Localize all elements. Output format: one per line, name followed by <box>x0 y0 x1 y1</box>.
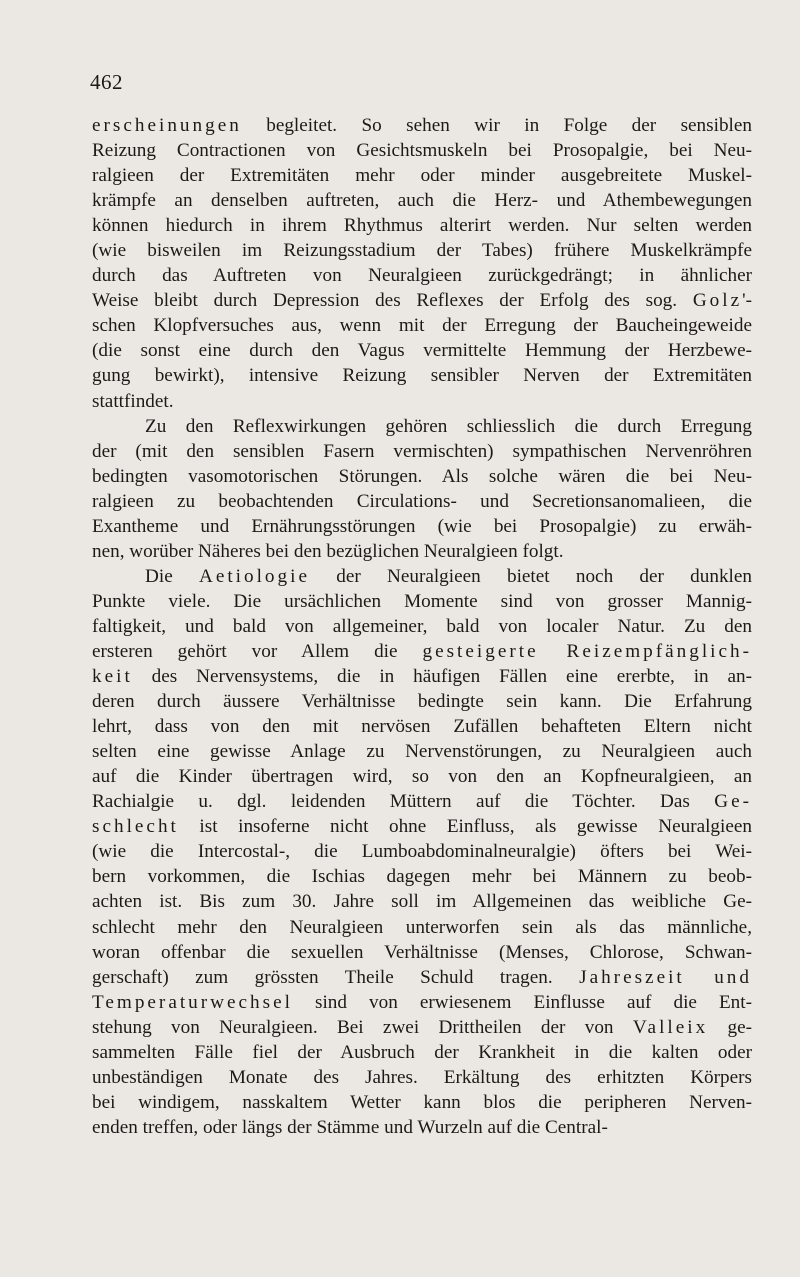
spaced-emphasis-text: keit <box>92 666 133 688</box>
text-segment: bei windigem, nasskaltem Wetter kann blos die peripheren Nerven- <box>92 1091 752 1113</box>
text-line <box>92 213 752 238</box>
text-line <box>92 1065 752 1090</box>
text-segment: des Nervensystems, die in häufigen Fällen eine ererbte, in an- <box>132 666 752 688</box>
text-segment: Punkte viele. Die ursächlichen Momente sind von grosser Mannig- <box>92 590 752 612</box>
text-segment: (wie die Intercostal-, die Lumboabdominalneuralgie) öfters bei Wei- <box>92 841 752 863</box>
text-segment: Weise bleibt durch Depression des Reflexes der Erfolg des sog. <box>92 290 693 312</box>
text-segment: Rachialgie u. dgl. leidenden Müttern auf die Töchter. Das <box>92 791 715 813</box>
spaced-emphasis-text: Jahreszeit und <box>579 966 752 988</box>
text-segment: Reizung Contractionen von Gesichtsmuskeln bei Prosopalgie, bei Neu- <box>92 140 752 162</box>
text-line <box>92 564 752 589</box>
text-line <box>92 764 752 789</box>
text-segment: sammelten Fälle fiel der Ausbruch der Krankheit in die kalten oder <box>92 1041 752 1063</box>
text-line <box>92 414 752 439</box>
text-line <box>92 313 752 338</box>
text-segment: ge- <box>708 1016 753 1038</box>
text-segment: schlecht mehr den Neuralgieen unterworfen sein als das männliche, <box>92 916 752 938</box>
text-segment: (die sonst eine durch den Vagus vermittelte Hemmung der Herzbewe- <box>92 340 752 362</box>
text-segment: der Neuralgieen bietet noch der dunklen <box>309 565 752 587</box>
text-segment: gerschaft) zum grössten Theile Schuld tragen. <box>92 966 580 988</box>
text-segment: '- <box>742 290 752 312</box>
text-segment: bern vorkommen, die Ischias dagegen mehr bei Männern zu beob- <box>92 866 752 888</box>
text-segment: enden treffen, oder längs der Stämme und Wurzeln auf die Central- <box>92 1116 608 1138</box>
text-segment: bedingten vasomotorischen Störungen. Als solche wären die bei Neu- <box>92 465 752 487</box>
text-segment: achten ist. Bis zum 30. Jahre soll im Allgemeinen das weibliche Ge- <box>92 891 752 913</box>
text-line <box>92 363 752 388</box>
text-line <box>92 1090 752 1115</box>
text-line <box>92 889 752 914</box>
spaced-emphasis-text: schlecht <box>92 816 179 838</box>
text-line <box>92 1040 752 1065</box>
text-line <box>92 714 752 739</box>
text-line <box>92 163 752 188</box>
text-line <box>92 614 752 639</box>
text-line <box>92 864 752 889</box>
text-segment: der (mit den sensiblen Fasern vermischten) sympathischen Nervenröhren <box>92 440 752 462</box>
text-line <box>92 464 752 489</box>
text-segment: deren durch äussere Verhältnisse bedingte sein kann. Die Erfahrung <box>92 691 752 713</box>
text-line <box>92 639 752 664</box>
text-segment: Die <box>145 565 199 587</box>
body-text <box>92 113 752 1140</box>
spaced-emphasis-text: Temperaturwechsel <box>92 991 293 1013</box>
text-line <box>92 188 752 213</box>
text-line <box>92 589 752 614</box>
text-line <box>92 990 752 1015</box>
spaced-emphasis-text: Golz <box>692 290 743 312</box>
text-segment: unbeständigen Monate des Jahres. Erkältung des erhitzten Körpers <box>92 1066 752 1088</box>
text-segment: faltigkeit, und bald von allgemeiner, bald von localer Natur. Zu den <box>92 615 752 637</box>
text-line <box>92 664 752 689</box>
text-segment: stehung von Neuralgieen. Bei zwei Drittheilen der von <box>92 1016 633 1038</box>
paragraph <box>92 113 752 414</box>
text-segment: Exantheme und Ernährungsstörungen (wie bei Prosopalgie) zu erwäh- <box>92 515 752 537</box>
spaced-emphasis-text: Aetiologie <box>198 565 310 587</box>
text-line <box>92 739 752 764</box>
text-segment: gung bewirkt), intensive Reizung sensibler Nerven der Extremitäten <box>92 365 752 387</box>
paragraph <box>92 564 752 1140</box>
text-line <box>92 389 752 414</box>
text-line <box>92 113 752 138</box>
text-segment: begleitet. So sehen wir in Folge der sensiblen <box>241 115 752 136</box>
text-line <box>92 689 752 714</box>
text-segment: ralgieen der Extremitäten mehr oder minder ausgebreitete Muskel- <box>92 165 752 187</box>
text-line <box>92 489 752 514</box>
text-segment: woran offenbar die sexuellen Verhältnisse (Menses, Chlorose, Schwan- <box>92 941 752 963</box>
page-number: 462 <box>90 70 123 94</box>
text-segment: krämpfe an denselben auftreten, auch die Herz- und Athembewegungen <box>92 190 752 212</box>
spaced-emphasis-text: Ge- <box>714 791 752 813</box>
text-segment: ist insoferne nicht ohne Einfluss, als gewisse Neuralgieen <box>178 816 752 838</box>
text-segment: können hiedurch in ihrem Rhythmus alterirt werden. Nur selten werden <box>92 215 752 237</box>
text-line <box>92 539 752 564</box>
text-line <box>92 238 752 263</box>
text-line <box>92 138 752 163</box>
text-line <box>92 940 752 965</box>
text-line <box>92 338 752 363</box>
text-line <box>92 288 752 313</box>
text-line <box>92 514 752 539</box>
text-segment: schen Klopfversuches aus, wenn mit der Erregung der Baucheingeweide <box>92 315 752 337</box>
text-segment: stattfindet. <box>92 390 174 412</box>
text-line <box>92 263 752 288</box>
text-segment: (wie bisweilen im Reizungsstadium der Tabes) frühere Muskelkrämpfe <box>92 240 752 262</box>
paragraph <box>92 414 752 564</box>
spaced-emphasis-text: gesteigerte Reizempfänglich- <box>422 640 753 662</box>
text-line <box>92 1115 752 1140</box>
text-line <box>92 965 752 990</box>
text-line <box>92 439 752 464</box>
text-segment: auf die Kinder übertragen wird, so von den an Kopfneuralgieen, an <box>92 766 752 788</box>
text-segment: selten eine gewisse Anlage zu Nervenstörungen, zu Neuralgieen auch <box>92 741 752 763</box>
text-line <box>92 1015 752 1040</box>
text-line <box>92 814 752 839</box>
text-segment: ralgieen zu beobachtenden Circulations- und Secretionsanomalieen, die <box>92 490 752 512</box>
text-line <box>92 915 752 940</box>
spaced-emphasis-text: erscheinungen <box>92 115 242 136</box>
text-segment: ersteren gehört vor Allem die <box>92 640 423 662</box>
text-segment: nen, worüber Näheres bei den bezüglichen Neuralgieen folgt. <box>92 540 564 562</box>
text-segment: sind von erwiesenem Einflusse auf die Ent- <box>292 991 752 1013</box>
text-segment: lehrt, dass von den mit nervösen Zufällen behafteten Eltern nicht <box>92 716 752 738</box>
spaced-emphasis-text: Valleix <box>632 1016 709 1038</box>
text-line <box>92 789 752 814</box>
text-segment: Zu den Reflexwirkungen gehören schliesslich die durch Erregung <box>145 415 752 437</box>
text-line <box>92 839 752 864</box>
text-segment: durch das Auftreten von Neuralgieen zurückgedrängt; in ähnlicher <box>92 265 752 287</box>
